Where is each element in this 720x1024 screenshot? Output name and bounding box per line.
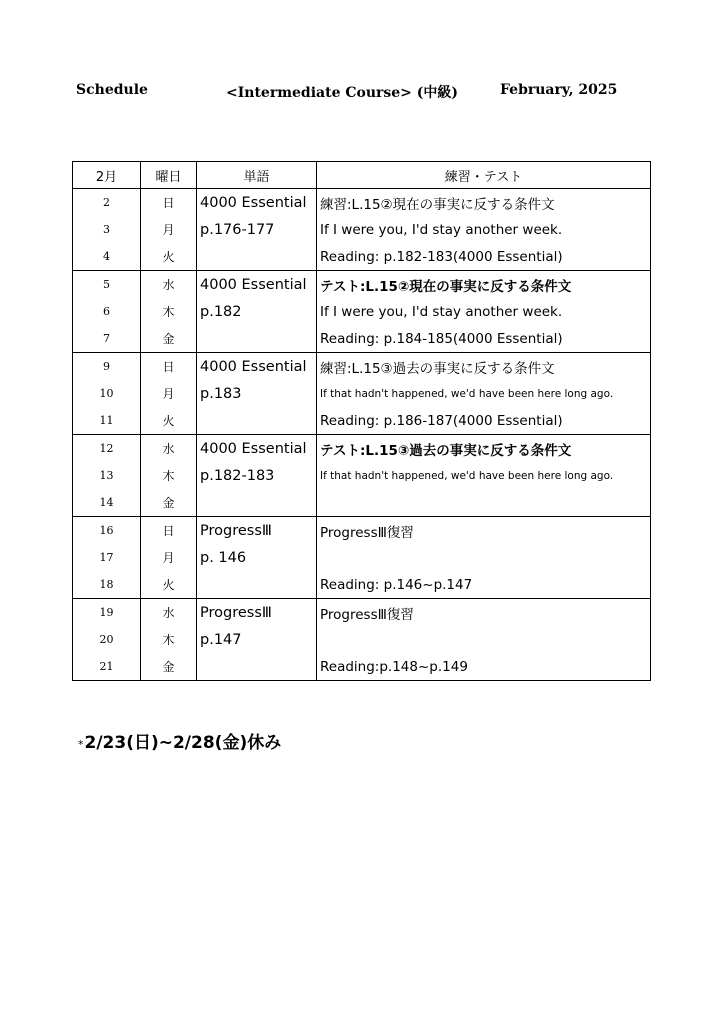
vocabulary-cell: p.183 [197, 380, 317, 407]
weekday-cell: 水 [141, 435, 197, 463]
vocabulary-cell: p.182 [197, 298, 317, 325]
date-cell: 14 [73, 489, 141, 517]
column-header-vocabulary: 単語 [197, 162, 317, 189]
date-cell: 13 [73, 462, 141, 489]
practice-cell: Reading:p.148~p.149 [317, 653, 651, 681]
table-row [73, 353, 651, 381]
table-row [73, 653, 651, 681]
practice-cell: Reading: p.182-183(4000 Essential) [317, 243, 651, 271]
vocabulary-cell: p.147 [197, 626, 317, 653]
vocabulary-cell [197, 407, 317, 435]
practice-cell: If that hadn't happened, we'd have been here long ago. [317, 380, 651, 407]
column-header-practice-test: 練習・テスト [317, 162, 651, 189]
date-cell: 4 [73, 243, 141, 271]
holiday-note [78, 728, 281, 753]
table-row [73, 517, 651, 545]
practice-cell: ProgressⅢ復習 [317, 599, 651, 627]
date-cell: 9 [73, 353, 141, 381]
table-row [73, 189, 651, 217]
date-cell: 17 [73, 544, 141, 571]
weekday-cell: 日 [141, 517, 197, 545]
weekday-cell: 水 [141, 271, 197, 299]
vocabulary-cell [197, 325, 317, 353]
practice-cell: Reading: p.186-187(4000 Essential) [317, 407, 651, 435]
vocabulary-cell: 4000 Essential [197, 271, 317, 299]
table-row [73, 544, 651, 571]
vocabulary-cell: p.176-177 [197, 216, 317, 243]
practice-cell: 練習:L.15③過去の事実に反する条件文 [317, 353, 651, 381]
vocabulary-cell: ProgressⅢ [197, 517, 317, 545]
weekday-cell: 月 [141, 216, 197, 243]
practice-cell [317, 489, 651, 517]
page-header [0, 82, 720, 104]
test-cell: テスト:L.15③過去の事実に反する条件文 [317, 435, 651, 463]
weekday-cell: 火 [141, 243, 197, 271]
column-header-date: 2月 [73, 162, 141, 189]
asterisk-mark: * [78, 738, 84, 751]
table-row [73, 298, 651, 325]
date-cell: 3 [73, 216, 141, 243]
weekday-cell: 日 [141, 353, 197, 381]
month-label: February, 2025 [500, 82, 618, 98]
table-row [73, 435, 651, 463]
table-row [73, 216, 651, 243]
practice-cell: Reading: p.184-185(4000 Essential) [317, 325, 651, 353]
column-header-weekday: 曜日 [141, 162, 197, 189]
date-cell: 19 [73, 599, 141, 627]
date-cell: 6 [73, 298, 141, 325]
weekday-cell: 金 [141, 325, 197, 353]
weekday-cell: 日 [141, 189, 197, 217]
weekday-cell: 木 [141, 298, 197, 325]
table-row [73, 489, 651, 517]
practice-cell [317, 626, 651, 653]
table-row [73, 271, 651, 299]
vocabulary-cell: 4000 Essential [197, 189, 317, 217]
table-row [73, 462, 651, 489]
date-cell: 12 [73, 435, 141, 463]
weekday-cell: 水 [141, 599, 197, 627]
practice-cell: If I were you, I'd stay another week. [317, 216, 651, 243]
practice-cell [317, 544, 651, 571]
vocabulary-cell: p. 146 [197, 544, 317, 571]
date-cell: 11 [73, 407, 141, 435]
weekday-cell: 火 [141, 407, 197, 435]
weekday-cell: 木 [141, 462, 197, 489]
vocabulary-cell: 4000 Essential [197, 353, 317, 381]
date-cell: 21 [73, 653, 141, 681]
table-row [73, 626, 651, 653]
holiday-note-text: 2/23(日)~2/28(金)休み [84, 733, 282, 753]
table-row [73, 407, 651, 435]
vocabulary-cell: 4000 Essential [197, 435, 317, 463]
weekday-cell: 金 [141, 653, 197, 681]
weekday-cell: 火 [141, 571, 197, 599]
table-row [73, 571, 651, 599]
vocabulary-cell [197, 243, 317, 271]
date-cell: 2 [73, 189, 141, 217]
weekday-cell: 月 [141, 380, 197, 407]
schedule-table [72, 161, 651, 681]
table-row [73, 599, 651, 627]
practice-cell: Reading: p.146~p.147 [317, 571, 651, 599]
vocabulary-cell [197, 489, 317, 517]
vocabulary-cell [197, 571, 317, 599]
date-cell: 16 [73, 517, 141, 545]
practice-cell: 練習:L.15②現在の事実に反する条件文 [317, 189, 651, 217]
table-row [73, 380, 651, 407]
weekday-cell: 木 [141, 626, 197, 653]
date-cell: 5 [73, 271, 141, 299]
vocabulary-cell [197, 653, 317, 681]
practice-cell: If I were you, I'd stay another week. [317, 298, 651, 325]
weekday-cell: 金 [141, 489, 197, 517]
weekday-cell: 月 [141, 544, 197, 571]
date-cell: 7 [73, 325, 141, 353]
table-header-row [73, 162, 651, 189]
practice-cell: ProgressⅢ復習 [317, 517, 651, 545]
date-cell: 18 [73, 571, 141, 599]
date-cell: 20 [73, 626, 141, 653]
table-row [73, 325, 651, 353]
vocabulary-cell: ProgressⅢ [197, 599, 317, 627]
test-cell: テスト:L.15②現在の事実に反する条件文 [317, 271, 651, 299]
date-cell: 10 [73, 380, 141, 407]
schedule-label: Schedule [76, 82, 148, 98]
course-title: <Intermediate Course> (中級) [226, 85, 459, 101]
practice-cell: If that hadn't happened, we'd have been here long ago. [317, 462, 651, 489]
table-row [73, 243, 651, 271]
vocabulary-cell: p.182-183 [197, 462, 317, 489]
